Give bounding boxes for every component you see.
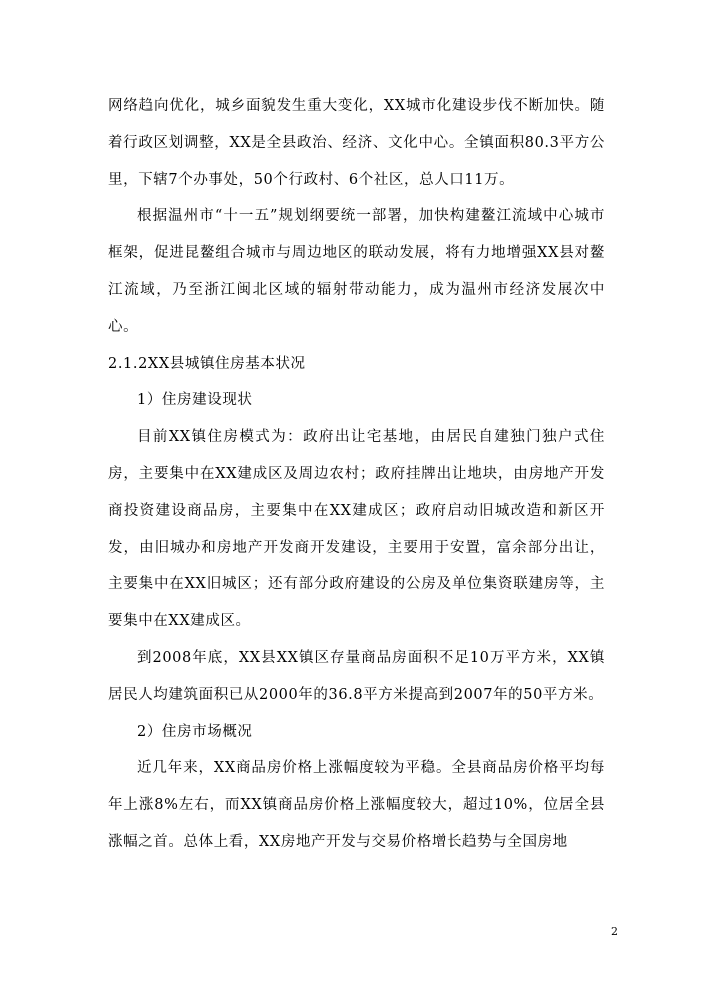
body-text (108, 88, 605, 861)
page-number: 2 (611, 925, 618, 938)
paragraph-urbanization: 网络趋向优化，城乡面貌发生重大变化，XX城市化建设步伐不断加快。随着行政区划调整，XX是全县政治、经济、文化中心。全镇面积80.3平方公里，下辖7个办事处，50个行政村、6个社区，总人口11万。 (108, 98, 605, 188)
paragraph-housing-model: 目前XX镇住房模式为：政府出让宅基地，由居民自建独门独户式住房，主要集中在XX建成区及周边农村；政府挂牌出让地块，由房地产开发商投资建设商品房，主要集中在XX建成区；政府启动旧城改造和新区开发，由旧城办和房地产开发商开发建设，主要用于安置，富余部分出让，主要集中在XX旧城区；还有部分政府建设的公房及单位集资联建房等，主要集中在XX建成区。 (108, 429, 605, 630)
paragraph-housing-stock: 到2008年底，XX县XX镇区存量商品房面积不足10万平方米，XX镇居民人均建筑面积已从2000年的36.8平方米提高到2007年的50平方米。 (108, 649, 605, 703)
subheading-market-overview: 2）住房市场概况 (137, 723, 253, 740)
section-heading-housing-status: 2.1.2XX县城镇住房基本状况 (108, 355, 306, 372)
paragraph-planning: 根据温州市“十一五”规划纲要统一部署，加快构建鳌江流域中心城市框架，促进昆鳌组合城市与周边地区的联动发展，将有力地增强XX县对鳌江流域，乃至浙江闽北区域的辐射带动能力，成为温州市经济发展次中心。 (108, 208, 605, 335)
subheading-construction-status: 1）住房建设现状 (137, 392, 253, 409)
paragraph-price-trend: 近几年来，XX商品房价格上涨幅度较为平稳。全县商品房价格平均每年上涨8%左右，而XX镇商品房价格上涨幅度较大，超过10%，位居全县涨幅之首。总体上看，XX房地产开发与交易价格增长趋势与全国房地 (108, 760, 605, 850)
